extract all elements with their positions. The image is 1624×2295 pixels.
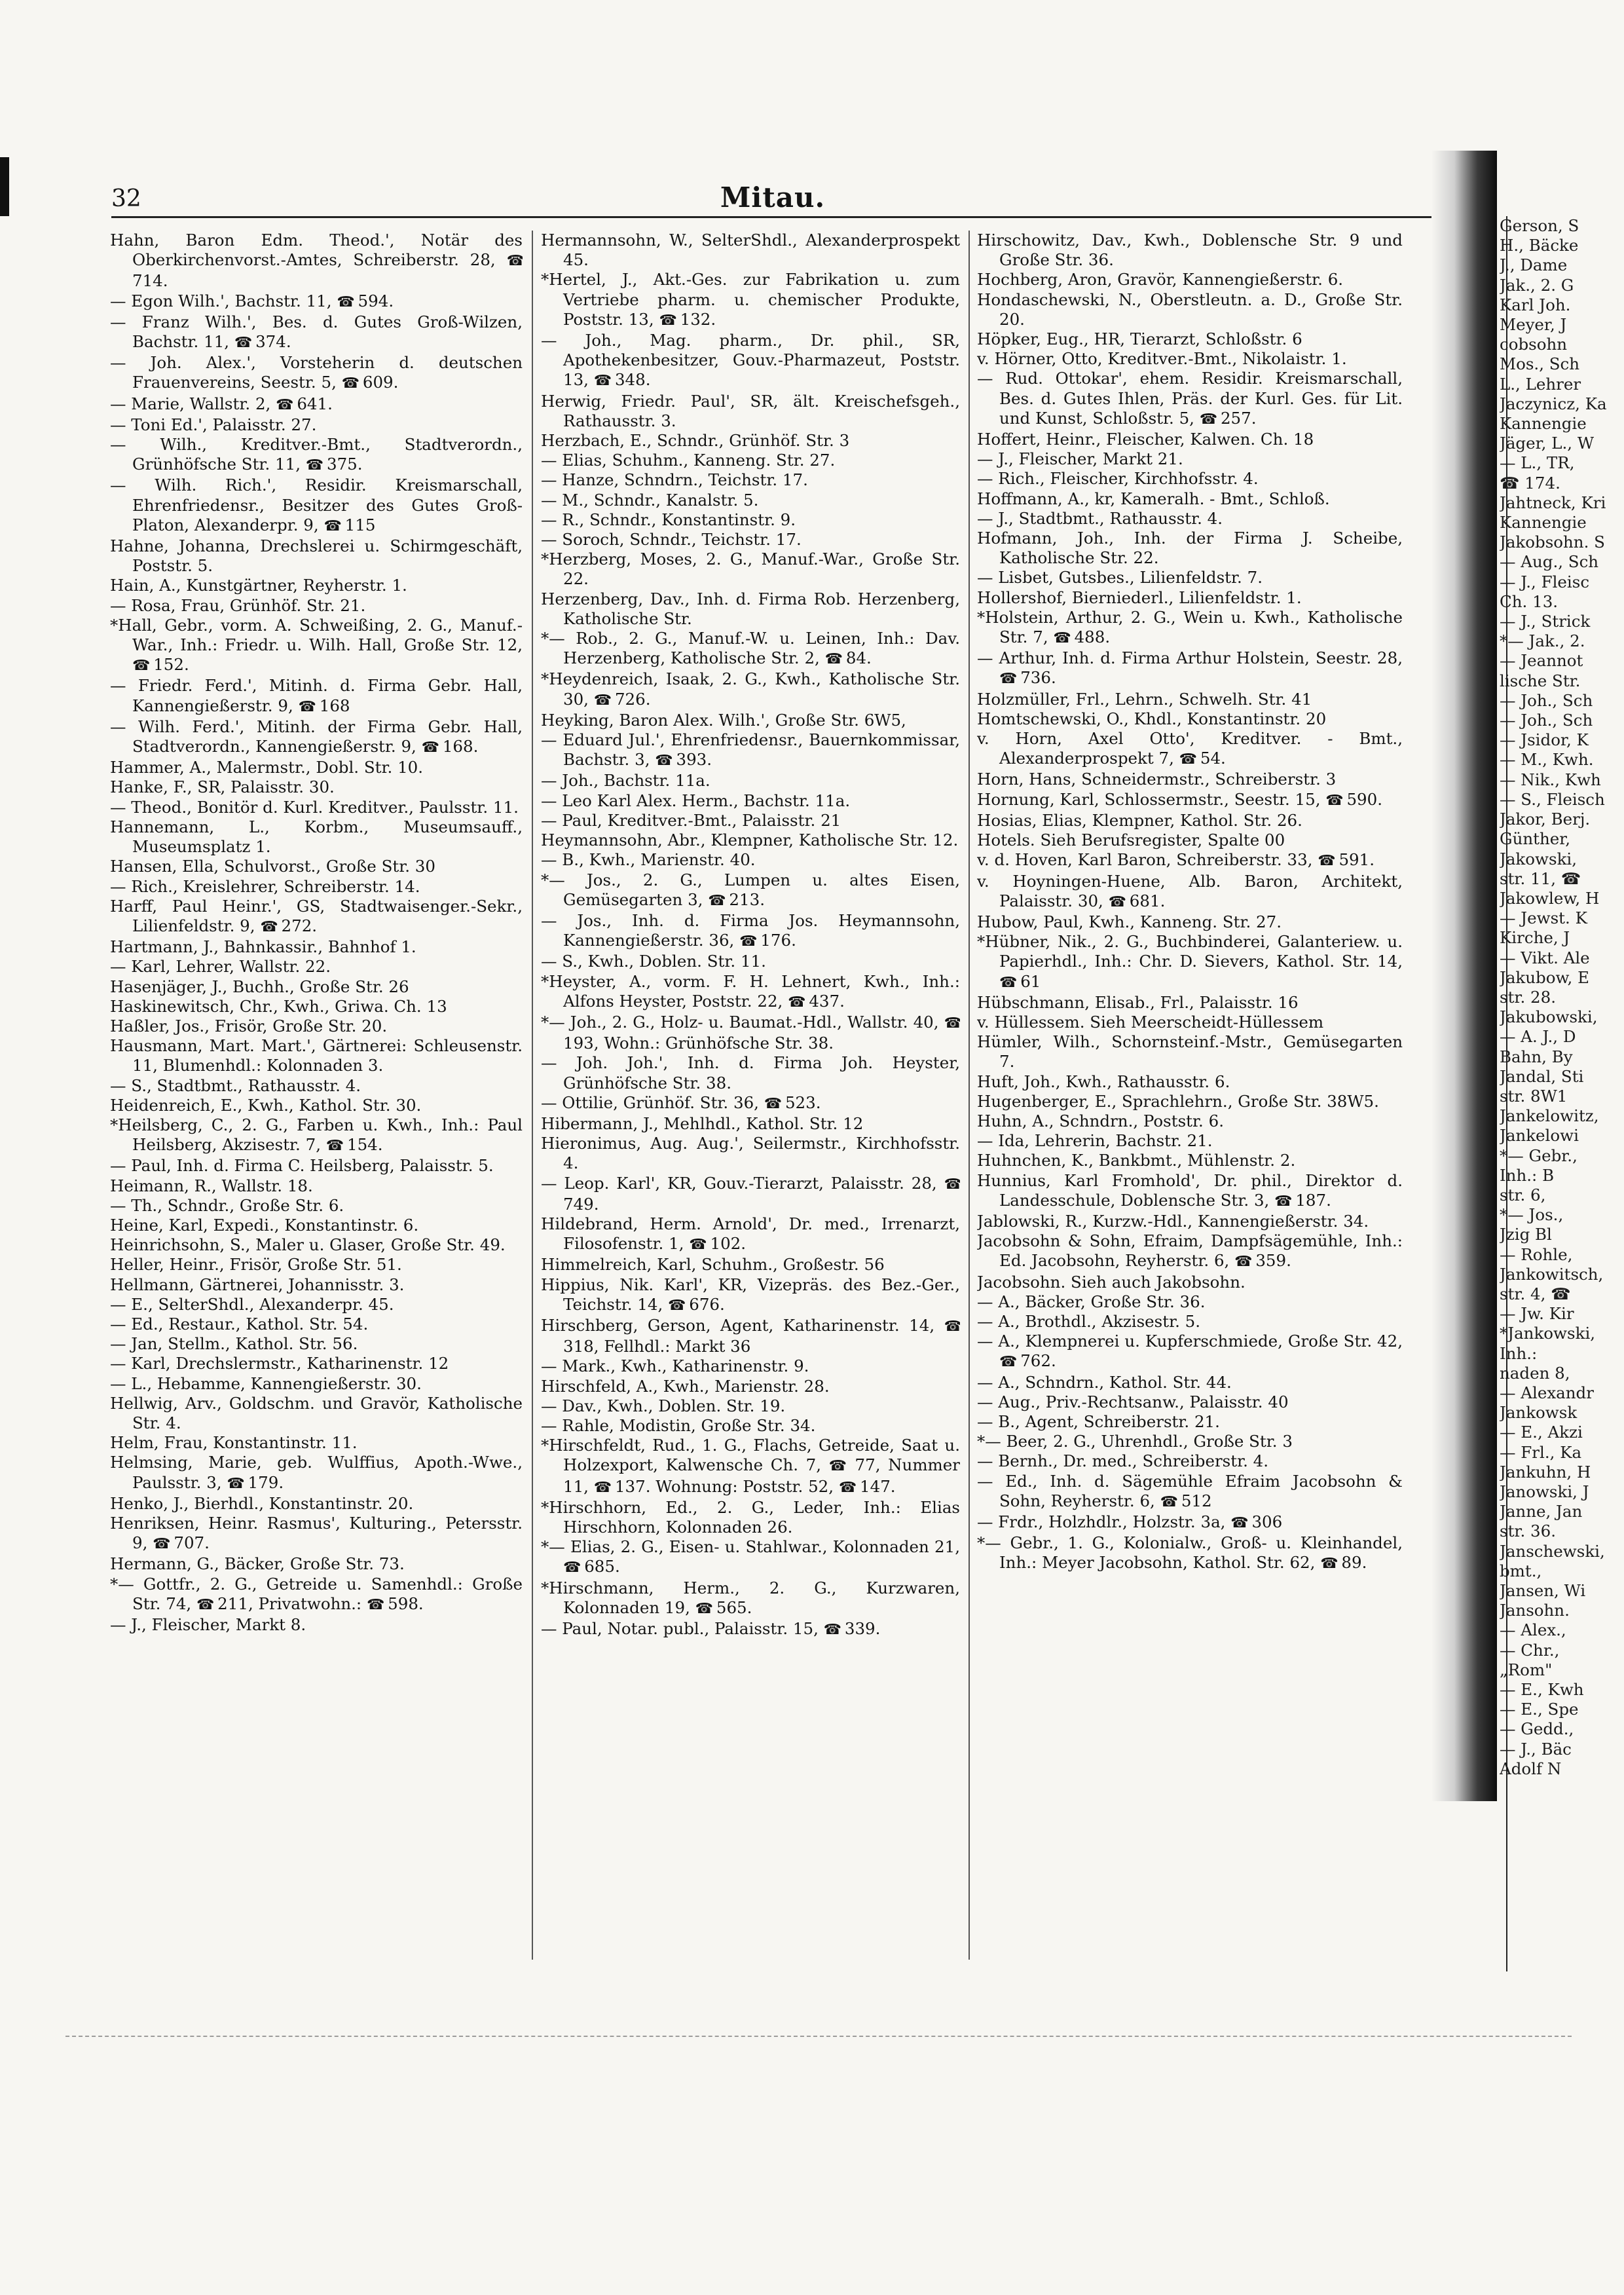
directory-entry: Haßler, Jos., Frisör, Große Str. 20. <box>110 1016 388 1036</box>
directory-entry: Höpker, Eug., HR, Tierarzt, Schloßstr. 6 <box>977 329 1302 349</box>
directory-entry: Hasenjäger, J., Buchh., Große Str. 26 <box>110 977 409 996</box>
telephone-icon: ☎ <box>1053 630 1069 647</box>
telephone-icon: ☎ <box>227 1475 243 1492</box>
fragment-line: str. 8W1 <box>1500 1086 1568 1106</box>
page-number: 32 <box>111 185 141 212</box>
directory-entry: — Elias, Schuhm., Kanneng. Str. 27. <box>541 451 836 470</box>
directory-entry: Hochberg, Aron, Gravör, Kannengießerstr. 6. <box>977 270 1344 289</box>
fragment-line: — Alexandr <box>1500 1383 1594 1402</box>
directory-entry: Hornung, Karl, Schlossermstr., Seestr. 15, ☎ 590. <box>977 789 1383 809</box>
directory-entry: Hümler, Wilh., Schornsteinf.-Mstr., Gemüsegarten 7. <box>977 1032 1403 1072</box>
fragment-line: str. 6, <box>1500 1185 1546 1204</box>
directory-entry: Heidenreich, E., Kwh., Kathol. Str. 30. <box>110 1095 422 1115</box>
directory-entry: — Karl, Lehrer, Wallstr. 22. <box>110 957 331 977</box>
fragment-line: *— Gebr., <box>1500 1146 1578 1165</box>
telephone-icon: ☎ <box>1179 751 1196 768</box>
directory-entry: *Hertel, J., Akt.-Ges. zur Fabrikation u. zum Vertriebe pharm. u. chemischer Produkte, Poststr. 13, ☎ 132. <box>541 270 960 329</box>
directory-entry: *Hübner, Nik., 2. G., Buchbinderei, Galanteriew. u. Papierhdl., Inh.: Chr. D. Sievers, Kathol. Str. 14, ☎ 61 <box>977 932 1403 991</box>
directory-entry: v. Hüllessem. Sieh Meerscheidt-Hüllessem <box>977 1012 1324 1032</box>
fragment-line: str. 11, ☎ <box>1500 868 1581 888</box>
directory-entry: Hubow, Paul, Kwh., Kanneng. Str. 27. <box>977 912 1282 931</box>
directory-entry: v. Hörner, Otto, Kreditver.-Bmt., Nikolaistr. 1. <box>977 349 1347 369</box>
directory-entry: — Jos., Inh. d. Firma Jos. Heymannsohn, Kannengießerstr. 36, ☎ 176. <box>541 910 960 950</box>
fragment-line: bmt., <box>1500 1561 1542 1580</box>
directory-entry: — Paul, Kreditver.-Bmt., Palaisstr. 21 <box>541 810 841 830</box>
fragment-line: — A. J., D <box>1500 1027 1576 1047</box>
telephone-icon: ☎ <box>668 1297 684 1314</box>
directory-entry: Hübschmann, Elisab., Frl., Palaisstr. 16 <box>977 992 1299 1012</box>
directory-entry: Jacobsohn & Sohn, Efraim, Dampfsägemühle, Inh.: Ed. Jacobsohn, Reyherstr. 6, ☎ 359. <box>977 1231 1403 1271</box>
bottom-scan-line <box>65 2036 1572 2037</box>
directory-entry: — J., Fleischer, Markt 8. <box>110 1615 306 1635</box>
directory-entry: *Heyster, A., vorm. F. H. Lehnert, Kwh., Inh.: Alfons Heyster, Poststr. 22, ☎ 437. <box>541 971 960 1011</box>
telephone-icon: ☎ <box>337 293 353 310</box>
telephone-icon: ☎ <box>944 1176 960 1193</box>
directory-entry: Hieronimus, Aug. Aug.', Seilermstr., Kirchhofsstr. 4. <box>541 1134 960 1173</box>
directory-entry: Hahne, Johanna, Drechslerei u. Schirmgeschäft, Poststr. 5. <box>110 536 523 576</box>
directory-entry: Hirschfeld, A., Kwh., Marienstr. 28. <box>541 1376 830 1396</box>
directory-entry: Heller, Heinr., Frisör, Große Str. 51. <box>110 1255 402 1275</box>
telephone-icon: ☎ <box>153 1536 169 1553</box>
fragment-line: — J., Bäc <box>1500 1739 1572 1759</box>
fragment-line: Kannengie <box>1500 414 1587 434</box>
telephone-icon: ☎ <box>944 1015 960 1032</box>
directory-entry: *Heilsberg, C., 2. G., Farben u. Kwh., Inh.: Paul Heilsberg, Akzisestr. 7, ☎ 154. <box>110 1115 523 1155</box>
directory-entry: — Joh., Bachstr. 11a. <box>541 771 710 791</box>
directory-entry: Heimann, R., Wallstr. 18. <box>110 1176 313 1195</box>
fragment-line: Jakowlew, H <box>1500 888 1600 908</box>
fragment-line: — Alex., <box>1500 1620 1566 1640</box>
telephone-icon: ☎ <box>838 1479 855 1496</box>
adjacent-page-fragment <box>1500 216 1624 1985</box>
directory-entry: — Mark., Kwh., Katharinenstr. 9. <box>541 1356 809 1376</box>
directory-entry: Hartmann, J., Bahnkassir., Bahnhof 1. <box>110 937 416 957</box>
directory-entry: Hirschowitz, Dav., Kwh., Doblensche Str. 9 und Große Str. 36. <box>977 231 1403 270</box>
directory-entry: — Aug., Priv.-Rechtsanw., Palaisstr. 40 <box>977 1392 1289 1411</box>
telephone-icon: ☎ <box>764 1095 781 1112</box>
telephone-icon: ☎ <box>298 698 314 715</box>
fragment-line: — Nik., Kwh <box>1500 770 1601 789</box>
directory-entry: — Leo Karl Alex. Herm., Bachstr. 11a. <box>541 791 851 810</box>
directory-entry: Heinrichsohn, S., Maler u. Glaser, Große Str. 49. <box>110 1235 506 1255</box>
directory-entry: — Friedr. Ferd.', Mitinh. d. Firma Gebr. Hall, Kannengießerstr. 9, ☎ 168 <box>110 676 523 715</box>
directory-entry: v. Hoyningen-Huene, Alb. Baron, Architekt, Palaisstr. 30, ☎ 681. <box>977 871 1403 910</box>
fragment-line: cobsohn <box>1500 335 1568 354</box>
directory-entry: — L., Hebamme, Kannengießerstr. 30. <box>110 1373 422 1393</box>
fragment-line: Jandal, Sti <box>1500 1066 1584 1086</box>
directory-entry: Hain, A., Kunstgärtner, Reyherstr. 1. <box>110 576 407 595</box>
fragment-line: Jankowitsch, <box>1500 1264 1604 1284</box>
fragment-line: *Jankowski, <box>1500 1324 1596 1343</box>
fragment-line: str. 36. <box>1500 1521 1556 1541</box>
directory-entry: *— Elias, 2. G., Eisen- u. Stahlwar., Kolonnaden 21, ☎ 685. <box>541 1537 960 1577</box>
directory-entry: Herzbach, E., Schndr., Grünhöf. Str. 3 <box>541 431 850 451</box>
directory-entry: — M., Schndr., Kanalstr. 5. <box>541 490 759 510</box>
fragment-line: str. 4, ☎ <box>1500 1284 1571 1303</box>
directory-entry: Hunnius, Karl Fromhold', Dr. phil., Direktor d. Landesschule, Doblensche Str. 3, ☎ 187. <box>977 1170 1403 1210</box>
directory-entry: Huhn, A., Schndrn., Poststr. 6. <box>977 1111 1224 1130</box>
directory-entry: Henriksen, Heinr. Rasmus', Kulturing., Petersstr. 9, ☎ 707. <box>110 1514 523 1553</box>
directory-entry: — Rich., Kreislehrer, Schreiberstr. 14. <box>110 876 420 896</box>
fragment-line: — J., Fleisc <box>1500 572 1590 591</box>
fragment-line: — L., TR, <box>1500 453 1575 473</box>
fragment-line: — S., Fleisch <box>1500 789 1605 809</box>
directory-entry: Himmelreich, Karl, Schuhm., Großestr. 56 <box>541 1255 885 1275</box>
fragment-line: Janschewski, <box>1500 1541 1605 1561</box>
directory-entry: — Wilh. Ferd.', Mitinh. der Firma Gebr. Hall, Stadtverordn., Kannengießerstr. 9, ☎ 168. <box>110 717 523 756</box>
directory-entry: — Paul, Notar. publ., Palaisstr. 15, ☎ 339. <box>541 1619 881 1639</box>
fragment-line: — J., Strick <box>1500 612 1591 631</box>
telephone-icon: ☎ <box>689 1237 705 1254</box>
directory-entry: Heine, Karl, Expedi., Konstantinstr. 6. <box>110 1215 419 1235</box>
directory-entry: Hotels. Sieh Berufsregister, Spalte 00 <box>977 830 1285 850</box>
fragment-line: — Jeannot <box>1500 651 1583 671</box>
telephone-icon: ☎ <box>695 1600 712 1617</box>
directory-entry: Haskinewitsch, Chr., Kwh., Griwa. Ch. 13 <box>110 996 447 1016</box>
telephone-icon: ☎ <box>1234 1254 1251 1271</box>
directory-entry: Hahn, Baron Edm. Theod.', Notär des Oberkirchenvorst.-Amtes, Schreiberstr. 28, ☎ 714. <box>110 231 523 291</box>
directory-entry: — Eduard Jul.', Ehrenfriedensr., Bauernkommissar, Bachstr. 3, ☎ 393. <box>541 730 960 770</box>
fragment-line: str. 28. <box>1500 987 1556 1007</box>
directory-column-2 <box>541 231 960 1973</box>
fragment-line: Jankelowitz, <box>1500 1106 1599 1126</box>
directory-entry: Hausmann, Mart. Mart.', Gärtnerei: Schleusenstr. 11, Blumenhdl.: Kolonnaden 3. <box>110 1036 523 1075</box>
directory-entry: — Ottilie, Grünhöf. Str. 36, ☎ 523. <box>541 1092 821 1112</box>
directory-entry: *Hirschmann, Herm., 2. G., Kurzwaren, Kolonnaden 19, ☎ 565. <box>541 1578 960 1617</box>
column-divider-1 <box>532 231 533 1960</box>
fragment-line: Jahtneck, Kri <box>1500 493 1606 512</box>
directory-entry: Heymannsohn, Abr., Klempner, Katholische Str. 12. <box>541 830 959 850</box>
fragment-line: Kirche, J <box>1500 928 1570 948</box>
directory-entry: — Dav., Kwh., Doblen. Str. 19. <box>541 1396 786 1415</box>
directory-entry: — J., Fleischer, Markt 21. <box>977 449 1183 469</box>
fragment-line: „Rom" <box>1500 1660 1553 1679</box>
directory-entry: Hermann, G., Bäcker, Große Str. 73. <box>110 1554 405 1574</box>
fragment-line: Jak., 2. G <box>1500 275 1574 295</box>
directory-entry: — J., Stadtbmt., Rathausstr. 4. <box>977 508 1223 528</box>
directory-entry: *Hall, Gebr., vorm. A. Schweißing, 2. G., Manuf.-War., Inh.: Friedr. u. Wilh. Hall, Große Str. 12, ☎ 152. <box>110 615 523 675</box>
directory-entry: — Toni Ed.', Palaisstr. 27. <box>110 415 317 434</box>
directory-entry: Henko, J., Bierhdl., Konstantinstr. 20. <box>110 1493 414 1513</box>
fragment-line: Janowski, J <box>1500 1482 1589 1501</box>
directory-entry: Harff, Paul Heinr.', GS, Stadtwaisenger.-Sekr., Lilienfeldstr. 9, ☎ 272. <box>110 896 523 935</box>
directory-entry: Heyking, Baron Alex. Wilh.', Große Str. 6W5, <box>541 710 906 730</box>
directory-entry: Jablowski, R., Kurzw.-Hdl., Kannengießerstr. 34. <box>977 1211 1369 1231</box>
telephone-icon: ☎ <box>739 933 756 950</box>
fragment-line: Jankuhn, H <box>1500 1462 1591 1482</box>
directory-entry: Huhnchen, K., Bankbmt., Mühlenstr. 2. <box>977 1151 1296 1170</box>
fragment-line: — Frl., Ka <box>1500 1442 1582 1462</box>
telephone-icon: ☎ <box>305 457 322 474</box>
directory-entry: Hellwig, Arv., Goldschm. und Gravör, Katholische Str. 4. <box>110 1393 523 1432</box>
directory-entry: Hoffert, Heinr., Fleischer, Kalwen. Ch. 18 <box>977 430 1314 449</box>
fragment-line: — Aug., Sch <box>1500 552 1599 572</box>
directory-entry: Hannemann, L., Korbm., Museumsauff., Museumsplatz 1. <box>110 817 523 857</box>
telephone-icon: ☎ <box>341 375 358 392</box>
directory-entry: — Ed., Inh. d. Sägemühle Efraim Jacobsohn & Sohn, Reyherstr. 6, ☎ 512 <box>977 1471 1403 1510</box>
directory-entry: — B., Agent, Schreiberstr. 21. <box>977 1411 1220 1431</box>
page-gutter-shadow <box>1431 151 1497 1801</box>
directory-entry: — Lisbet, Gutsbes., Lilienfeldstr. 7. <box>977 568 1263 588</box>
directory-entry: — Joh. Joh.', Inh. d. Firma Joh. Heyster, Grünhöfsche Str. 38. <box>541 1053 960 1092</box>
telephone-icon: ☎ <box>421 739 438 756</box>
directory-entry: v. Horn, Axel Otto', Kreditver. - Bmt., Alexanderprospekt 7, ☎ 54. <box>977 729 1403 768</box>
directory-entry: — Arthur, Inh. d. Firma Arthur Holstein, Seestr. 28, ☎ 736. <box>977 648 1403 688</box>
fragment-line: Jansen, Wi <box>1500 1581 1586 1601</box>
fragment-line: Gerson, S <box>1500 216 1579 235</box>
fragment-line: Bahn, By <box>1500 1047 1573 1066</box>
directory-entry: Homtschewski, O., Khdl., Konstantinstr. 20 <box>977 709 1327 728</box>
directory-entry: Huft, Joh., Kwh., Rathausstr. 6. <box>977 1072 1230 1091</box>
fragment-line: — Vikt. Ale <box>1500 948 1590 967</box>
telephone-icon: ☎ <box>1274 1193 1291 1210</box>
fragment-line: Jankelowi <box>1500 1126 1579 1146</box>
fragment-line: Jansohn. <box>1500 1601 1570 1620</box>
directory-entry: — A., Klempnerei u. Kupferschmiede, Große Str. 42, ☎ 762. <box>977 1332 1403 1371</box>
directory-entry: — Th., Schndr., Große Str. 6. <box>110 1195 344 1215</box>
telephone-icon: ☎ <box>260 918 276 935</box>
directory-entry: — Joh., Mag. pharm., Dr. phil., SR, Apothekenbesitzer, Gouv.-Pharmazeut, Poststr. 13, ☎ 348. <box>541 331 960 390</box>
directory-entry: — Rosa, Frau, Grünhöf. Str. 21. <box>110 595 366 615</box>
telephone-icon: ☎ <box>366 1596 383 1613</box>
telephone-icon: ☎ <box>1108 893 1125 910</box>
telephone-icon: ☎ <box>1230 1515 1247 1531</box>
telephone-icon: ☎ <box>788 994 804 1011</box>
fragment-line: Jakubowski, <box>1500 1007 1598 1027</box>
directory-entry: — Leop. Karl', KR, Gouv.-Tierarzt, Palaisstr. 28, ☎ 749. <box>541 1173 960 1214</box>
telephone-icon: ☎ <box>325 1138 342 1155</box>
fragment-line: Inh.: B <box>1500 1165 1555 1185</box>
directory-entry: *— Rob., 2. G., Manuf.-W. u. Leinen, Inh.: Dav. Herzenberg, Katholische Str. 2, ☎ 84. <box>541 629 960 668</box>
directory-entry: — Hanze, Schndrn., Teichstr. 17. <box>541 470 808 490</box>
directory-entry: Helmsing, Marie, geb. Wulffius, Apoth.-Wwe., Paulsstr. 3, ☎ 179. <box>110 1453 523 1492</box>
directory-entry: Hirschberg, Gerson, Agent, Katharinenstr. 14, ☎ 318, Fellhdl.: Markt 36 <box>541 1315 960 1356</box>
telephone-icon: ☎ <box>824 651 841 668</box>
directory-entry: — Karl, Drechslermstr., Katharinenstr. 12 <box>110 1354 449 1373</box>
fragment-line: Jzig Bl <box>1500 1225 1552 1244</box>
directory-entry: — Ed., Restaur., Kathol. Str. 54. <box>110 1314 369 1334</box>
directory-entry: — Rahle, Modistin, Große Str. 34. <box>541 1415 816 1435</box>
column-divider-2 <box>969 231 970 1960</box>
telephone-icon: ☎ <box>593 692 610 709</box>
fragment-line: Jakobsohn. S <box>1500 532 1605 552</box>
directory-entry: Hollershof, Bierniederl., Lilienfeldstr. 1. <box>977 588 1302 607</box>
margin-mark <box>0 157 9 216</box>
telephone-icon: ☎ <box>823 1622 840 1639</box>
directory-entry: *— Beer, 2. G., Uhrenhdl., Große Str. 3 <box>977 1432 1293 1451</box>
directory-entry: *Herzberg, Moses, 2. G., Manuf.-War., Große Str. 22. <box>541 550 960 589</box>
directory-entry: Hibermann, J., Mehlhdl., Kathol. Str. 12 <box>541 1113 864 1133</box>
directory-column-1 <box>110 231 523 1973</box>
directory-entry: — Rud. Ottokar', ehem. Residir. Kreismarschall, Bes. d. Gutes Ihlen, Präs. der Kurl. Ges. für Lit. und Kunst, Schloßstr. 5, ☎ 257. <box>977 369 1403 428</box>
directory-entry: *— Gebr., 1. G., Kolonialw., Groß- u. Kleinhandel, Inh.: Meyer Jacobsohn, Kathol. Str. 62, ☎ 89. <box>977 1533 1403 1573</box>
telephone-icon: ☎ <box>1325 792 1342 809</box>
telephone-icon: ☎ <box>234 335 251 352</box>
fragment-line: Inh.: <box>1500 1343 1538 1363</box>
directory-entry: Herwig, Friedr. Paul', SR, ält. Kreischefsgeh., Rathausstr. 3. <box>541 391 960 430</box>
telephone-icon: ☎ <box>708 892 724 909</box>
fragment-line: — Jewst. K <box>1500 908 1587 928</box>
directory-entry: Hofmann, Joh., Inh. der Firma J. Scheibe, Katholische Str. 22. <box>977 529 1403 568</box>
directory-entry: Hildebrand, Herm. Arnold', Dr. med., Irrenarzt, Filosofenstr. 1, ☎ 102. <box>541 1214 960 1254</box>
fragment-line: Jankowsk <box>1500 1403 1578 1423</box>
fragment-line: — Joh., Sch <box>1500 690 1593 710</box>
directory-entry: Holzmüller, Frl., Lehrn., Schwelh. Str. 41 <box>977 689 1312 709</box>
fragment-line: Janne, Jan <box>1500 1502 1583 1521</box>
directory-column-3 <box>977 231 1403 1973</box>
telephone-icon: ☎ <box>1199 411 1216 428</box>
telephone-icon: ☎ <box>999 1354 1016 1371</box>
fragment-line: Adolf N <box>1500 1759 1562 1778</box>
telephone-icon: ☎ <box>1160 1493 1177 1510</box>
fragment-line: — Gedd., <box>1500 1719 1574 1739</box>
directory-entry: — E., SelterShdl., Alexanderpr. 45. <box>110 1294 394 1314</box>
directory-entry: *Hirschfeldt, Rud., 1. G., Flachs, Getreide, Saat u. Holzexport, Kalwensche Ch. 7, ☎ 77, Nummer 11, ☎ 137. Wohnung: Poststr. 52, ☎ 147. <box>541 1436 960 1496</box>
directory-entry: — Jan, Stellm., Kathol. Str. 56. <box>110 1334 358 1354</box>
telephone-icon: ☎ <box>1318 853 1334 870</box>
directory-entry: Herzenberg, Dav., Inh. d. Firma Rob. Herzenberg, Katholische Str. <box>541 589 960 628</box>
telephone-icon: ☎ <box>506 253 523 270</box>
directory-entry: — Ida, Lehrerin, Bachstr. 21. <box>977 1131 1213 1151</box>
telephone-icon: ☎ <box>1320 1556 1337 1573</box>
directory-entry: Hammer, A., Malermstr., Dobl. Str. 10. <box>110 758 424 777</box>
directory-entry: — Rich., Fleischer, Kirchhofsstr. 4. <box>977 469 1259 489</box>
fragment-line: Ch. 13. <box>1500 591 1559 611</box>
fragment-line: *— Jak., 2. <box>1500 631 1585 651</box>
directory-entry: — Joh. Alex.', Vorsteherin d. deutschen Frauenvereins, Seestr. 5, ☎ 609. <box>110 353 523 392</box>
fragment-line: Kannengie <box>1500 513 1587 532</box>
running-title: Mitau. <box>720 181 826 214</box>
directory-entry: *— Joh., 2. G., Holz- u. Baumat.-Hdl., Wallstr. 40, ☎ 193, Wohn.: Grünhöfsche Str. 38. <box>541 1012 960 1053</box>
fragment-line: — Jw. Kir <box>1500 1304 1574 1324</box>
fragment-line: — Rohle, <box>1500 1244 1573 1264</box>
telephone-icon: ☎ <box>593 373 610 390</box>
telephone-icon: ☎ <box>828 1458 847 1475</box>
fragment-line: H., Bäcke <box>1500 236 1579 255</box>
directory-entry: *Hirschhorn, Ed., 2. G., Leder, Inh.: Elias Hirschhorn, Kolonnaden 26. <box>541 1497 960 1537</box>
directory-entry: Hansen, Ella, Schulvorst., Große Str. 30 <box>110 857 435 876</box>
directory-entry: — Theod., Bonitör d. Kurl. Kreditver., Paulsstr. 11. <box>110 797 519 817</box>
directory-entry: — R., Schndr., Konstantinstr. 9. <box>541 510 796 529</box>
directory-entry: *Heydenreich, Isaak, 2. G., Kwh., Katholische Str. 30, ☎ 726. <box>541 669 960 709</box>
page-header <box>111 177 1434 218</box>
fragment-line: Jakubow, E <box>1500 967 1590 987</box>
directory-entry: *— Gottfr., 2. G., Getreide u. Samenhdl.: Große Str. 74, ☎ 211, Privatwohn.: ☎ 598. <box>110 1574 523 1613</box>
fragment-line: — Joh., Sch <box>1500 711 1593 730</box>
telephone-icon: ☎ <box>196 1596 213 1613</box>
directory-entry: Hoffmann, A., kr, Kameralh. - Bmt., Schloß. <box>977 489 1330 508</box>
directory-entry: Hellmann, Gärtnerei, Johannisstr. 3. <box>110 1275 405 1294</box>
directory-entry: Horn, Hans, Schneidermstr., Schreiberstr. 3 <box>977 770 1337 789</box>
fragment-line: Jaczynicz, Ka <box>1500 394 1607 413</box>
directory-entry: — Soroch, Schndr., Teichstr. 17. <box>541 530 802 550</box>
directory-entry: Hondaschewski, N., Oberstleutn. a. D., Große Str. 20. <box>977 289 1403 329</box>
directory-entry: — Egon Wilh.', Bachstr. 11, ☎ 594. <box>110 291 394 310</box>
fragment-line: L., Lehrer <box>1500 374 1581 394</box>
directory-entry: Hanke, F., SR, Palaisstr. 30. <box>110 777 335 797</box>
fragment-line: J., Dame <box>1500 255 1568 275</box>
telephone-icon: ☎ <box>999 974 1016 991</box>
telephone-icon: ☎ <box>323 517 340 534</box>
directory-entry: Hosias, Elias, Klempner, Kathol. Str. 26. <box>977 810 1302 830</box>
directory-entry: — S., Stadtbmt., Rathausstr. 4. <box>110 1075 361 1095</box>
fragment-line: Jäger, L., W <box>1500 434 1595 453</box>
directory-entry: — A., Brothdl., Akzisestr. 5. <box>977 1311 1201 1331</box>
directory-entry: — Wilh., Kreditver.-Bmt., Stadtverordn., Grünhöfsche Str. 11, ☎ 375. <box>110 435 523 474</box>
directory-entry: — A., Bäcker, Große Str. 36. <box>977 1292 1206 1311</box>
fragment-line: — E., Kwh <box>1500 1680 1584 1700</box>
telephone-icon: ☎ <box>563 1559 580 1577</box>
directory-entry: — Wilh. Rich.', Residir. Kreismarschall, Ehrenfriedensr., Besitzer des Gutes Groß-Platon, Alexanderpr. 9, ☎ 115 <box>110 476 523 534</box>
fragment-line: Günther, <box>1500 829 1571 849</box>
directory-entry: Hippius, Nik. Karl', KR, Vizepräs. des Bez.-Ger., Teichstr. 14, ☎ 676. <box>541 1275 960 1314</box>
directory-entry: — Paul, Inh. d. Firma C. Heilsberg, Palaisstr. 5. <box>110 1156 494 1176</box>
telephone-icon: ☎ <box>276 396 292 413</box>
telephone-icon: ☎ <box>659 312 675 329</box>
fragment-line: — E., Spe <box>1500 1700 1579 1719</box>
directory-entry: — Marie, Wallstr. 2, ☎ 641. <box>110 394 333 413</box>
telephone-icon: ☎ <box>655 753 671 770</box>
fragment-line: Meyer, J <box>1500 315 1567 335</box>
fragment-line: naden 8, <box>1500 1363 1570 1383</box>
fragment-line: — Jsidor, K <box>1500 730 1589 750</box>
directory-entry: Hermannsohn, W., SelterShdl., Alexanderprospekt 45. <box>541 231 960 270</box>
directory-entry: — B., Kwh., Marienstr. 40. <box>541 850 756 870</box>
fragment-line: Jakor, Berj. <box>1500 810 1591 829</box>
fragment-line: — M., Kwh. <box>1500 750 1594 770</box>
fragment-line: — E., Akzi <box>1500 1423 1583 1442</box>
telephone-icon: ☎ <box>132 658 149 675</box>
telephone-icon: ☎ <box>944 1318 960 1335</box>
directory-entry: — Frdr., Holzhdlr., Holzstr. 3a, ☎ 306 <box>977 1512 1283 1531</box>
telephone-icon: ☎ <box>593 1479 610 1496</box>
directory-entry: — Bernh., Dr. med., Schreiberstr. 4. <box>977 1451 1269 1471</box>
telephone-icon: ☎ <box>999 671 1016 688</box>
directory-entry: *Holstein, Arthur, 2. G., Wein u. Kwh., Katholische Str. 7, ☎ 488. <box>977 607 1403 647</box>
fragment-line: — Chr., <box>1500 1640 1560 1660</box>
directory-entry: *— Jos., 2. G., Lumpen u. altes Eisen, Gemüsegarten 3, ☎ 213. <box>541 870 960 909</box>
directory-entry: Jacobsohn. Sieh auch Jakobsohn. <box>977 1272 1246 1292</box>
fragment-line: Mos., Sch <box>1500 354 1580 374</box>
fragment-line: Karl Joh. <box>1500 295 1571 314</box>
directory-entry: — S., Kwh., Doblen. Str. 11. <box>541 952 766 971</box>
fragment-line: Jakowski, <box>1500 849 1578 868</box>
directory-entry: — Franz Wilh.', Bes. d. Gutes Groß-Wilzen, Bachstr. 11, ☎ 374. <box>110 312 523 352</box>
directory-entry: Helm, Frau, Konstantinstr. 11. <box>110 1433 358 1453</box>
directory-entry: Hugenberger, E., Sprachlehrn., Große Str. 38W5. <box>977 1091 1379 1111</box>
fragment-line: ☎ 174. <box>1500 473 1560 493</box>
fragment-line: lische Str. <box>1500 671 1581 690</box>
directory-entry: — A., Schndrn., Kathol. Str. 44. <box>977 1372 1232 1392</box>
fragment-line: *— Jos., <box>1500 1205 1564 1225</box>
directory-entry: v. d. Hoven, Karl Baron, Schreiberstr. 33, ☎ 591. <box>977 850 1375 870</box>
